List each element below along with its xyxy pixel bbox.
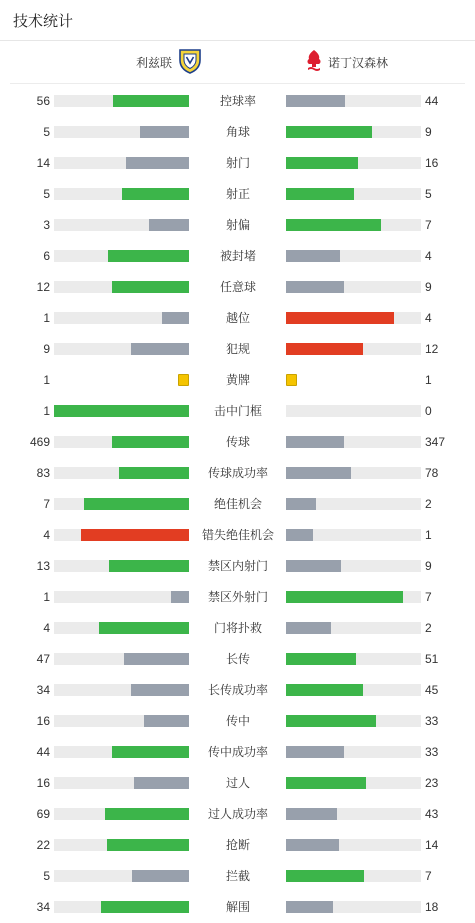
away-value: 33 xyxy=(425,714,439,728)
home-bar-track xyxy=(54,529,189,541)
home-value: 5 xyxy=(43,187,50,201)
home-bar-track xyxy=(54,808,189,820)
home-bar-track xyxy=(54,653,189,665)
away-value: 1 xyxy=(425,373,432,387)
away-bar-fill xyxy=(286,684,363,696)
stat-row xyxy=(0,799,475,830)
stat-row xyxy=(0,272,475,303)
away-bar-fill xyxy=(286,715,376,727)
stat-label: 过人 xyxy=(225,776,250,790)
stat-label: 越位 xyxy=(225,311,250,325)
away-value: 1 xyxy=(425,528,432,542)
away-bar-fill xyxy=(286,374,297,386)
away-bar-track xyxy=(286,529,421,541)
away-bar-track xyxy=(286,901,421,913)
home-bar-track xyxy=(54,374,189,386)
away-value: 33 xyxy=(425,745,439,759)
stat-row xyxy=(0,830,475,861)
away-value: 7 xyxy=(425,218,432,232)
away-value: 16 xyxy=(425,156,439,170)
home-value: 5 xyxy=(43,125,50,139)
home-bar-fill xyxy=(108,250,189,262)
stat-label: 拦截 xyxy=(225,869,250,883)
home-bar-fill xyxy=(171,591,189,603)
stat-label: 传球 xyxy=(225,435,250,449)
home-bar-fill xyxy=(122,188,190,200)
home-value: 13 xyxy=(36,559,50,573)
home-bar-track xyxy=(54,281,189,293)
stat-label: 射偏 xyxy=(225,218,250,232)
away-bar-fill xyxy=(286,219,381,231)
home-bar-track xyxy=(54,839,189,851)
stat-label: 长传 xyxy=(225,652,250,666)
away-bar-track xyxy=(286,374,421,386)
stat-row xyxy=(0,241,475,272)
home-bar-fill xyxy=(112,281,189,293)
away-bar-fill xyxy=(286,839,339,851)
home-value: 469 xyxy=(29,435,50,449)
away-bar-track xyxy=(286,95,421,107)
home-value: 22 xyxy=(36,838,50,852)
home-value: 69 xyxy=(36,807,50,821)
home-bar-fill xyxy=(149,219,190,231)
away-value: 9 xyxy=(425,125,432,139)
away-value: 4 xyxy=(425,249,432,263)
away-bar-track xyxy=(286,312,421,324)
home-bar-fill xyxy=(99,622,189,634)
home-bar-track xyxy=(54,715,189,727)
stat-row xyxy=(0,706,475,737)
away-value: 347 xyxy=(425,435,446,449)
stat-label: 射门 xyxy=(225,156,250,170)
away-bar-track xyxy=(286,591,421,603)
stat-label: 犯规 xyxy=(225,342,250,356)
away-team[interactable] xyxy=(306,49,388,76)
stat-row xyxy=(0,861,475,892)
stat-label: 控球率 xyxy=(219,94,256,108)
home-bar-fill xyxy=(132,870,189,882)
section-title: 技术统计 xyxy=(13,12,74,30)
home-value: 7 xyxy=(43,497,50,511)
away-value: 78 xyxy=(425,466,439,480)
home-bar-track xyxy=(54,746,189,758)
stat-row xyxy=(0,117,475,148)
home-value: 6 xyxy=(43,249,50,263)
home-bar-fill xyxy=(112,746,189,758)
home-value: 56 xyxy=(36,94,50,108)
away-value: 2 xyxy=(425,621,432,635)
home-value: 9 xyxy=(43,342,50,356)
away-value: 14 xyxy=(425,838,439,852)
away-bar-fill xyxy=(286,870,364,882)
away-bar-fill xyxy=(286,343,363,355)
away-bar-track xyxy=(286,746,421,758)
away-value: 44 xyxy=(425,94,439,108)
away-value: 45 xyxy=(425,683,439,697)
away-bar-fill xyxy=(286,653,356,665)
stat-label: 禁区内射门 xyxy=(207,559,268,573)
home-bar-fill xyxy=(81,529,189,541)
away-bar-fill xyxy=(286,498,316,510)
home-value: 16 xyxy=(36,714,50,728)
stat-label: 抢断 xyxy=(225,838,250,852)
stat-row xyxy=(0,644,475,675)
stat-label: 传中 xyxy=(225,714,250,728)
home-bar-fill xyxy=(107,839,189,851)
away-bar-fill xyxy=(286,281,344,293)
home-bar-fill xyxy=(124,653,189,665)
home-bar-fill xyxy=(144,715,189,727)
home-value: 14 xyxy=(36,156,50,170)
stat-row xyxy=(0,613,475,644)
stat-row xyxy=(0,334,475,365)
away-bar-track xyxy=(286,343,421,355)
home-bar-track xyxy=(54,343,189,355)
away-bar-track xyxy=(286,467,421,479)
home-bar-track xyxy=(54,405,189,417)
home-team-name: 利兹联 xyxy=(136,55,173,70)
home-bar-track xyxy=(54,157,189,169)
stat-row xyxy=(0,737,475,768)
home-bar-track xyxy=(54,777,189,789)
home-team[interactable] xyxy=(136,48,202,77)
home-value: 12 xyxy=(36,280,50,294)
away-bar-track xyxy=(286,405,421,417)
leeds-badge-icon xyxy=(178,48,202,77)
away-bar-fill xyxy=(286,312,394,324)
away-value: 9 xyxy=(425,559,432,573)
stat-label: 任意球 xyxy=(219,280,256,294)
home-bar-fill xyxy=(84,498,189,510)
home-bar-fill xyxy=(126,157,189,169)
home-value: 1 xyxy=(43,590,50,604)
away-value: 5 xyxy=(425,187,432,201)
stat-row xyxy=(0,148,475,179)
stat-row xyxy=(0,365,475,396)
home-bar-track xyxy=(54,312,189,324)
away-value: 7 xyxy=(425,590,432,604)
away-bar-track xyxy=(286,653,421,665)
home-value: 47 xyxy=(36,652,50,666)
home-bar-track xyxy=(54,219,189,231)
home-bar-fill xyxy=(101,901,189,913)
home-value: 3 xyxy=(43,218,50,232)
stat-label: 黄牌 xyxy=(225,373,250,387)
stat-row xyxy=(0,396,475,427)
away-bar-fill xyxy=(286,436,344,448)
away-bar-track xyxy=(286,436,421,448)
stat-row xyxy=(0,892,475,923)
home-value: 5 xyxy=(43,869,50,883)
stat-label: 解围 xyxy=(225,900,250,914)
stat-row xyxy=(0,427,475,458)
stat-row xyxy=(0,210,475,241)
teams-bar xyxy=(10,41,465,84)
stat-label: 击中门框 xyxy=(213,404,262,418)
stat-label: 被封堵 xyxy=(219,249,256,263)
away-bar-track xyxy=(286,126,421,138)
home-bar-fill xyxy=(131,684,189,696)
stat-row xyxy=(0,551,475,582)
away-bar-track xyxy=(286,808,421,820)
away-bar-track xyxy=(286,188,421,200)
home-bar-fill xyxy=(134,777,189,789)
away-bar-fill xyxy=(286,95,345,107)
away-bar-fill xyxy=(286,529,313,541)
home-bar-track xyxy=(54,95,189,107)
home-bar-fill xyxy=(54,405,189,417)
away-bar-fill xyxy=(286,746,344,758)
away-bar-fill xyxy=(286,591,403,603)
away-bar-track xyxy=(286,684,421,696)
nottingham-forest-badge-icon xyxy=(306,49,322,76)
away-value: 23 xyxy=(425,776,439,790)
stat-row xyxy=(0,520,475,551)
home-bar-track xyxy=(54,126,189,138)
away-bar-fill xyxy=(286,560,341,572)
stats-list xyxy=(0,86,475,923)
home-bar-track xyxy=(54,467,189,479)
home-value: 4 xyxy=(43,621,50,635)
home-value: 44 xyxy=(36,745,50,759)
stat-row xyxy=(0,179,475,210)
stat-label: 绝佳机会 xyxy=(213,497,262,511)
away-bar-fill xyxy=(286,808,337,820)
home-bar-fill xyxy=(109,560,189,572)
home-value: 1 xyxy=(43,311,50,325)
away-bar-track xyxy=(286,560,421,572)
away-value: 7 xyxy=(425,869,432,883)
home-bar-track xyxy=(54,684,189,696)
away-bar-track xyxy=(286,622,421,634)
stat-row xyxy=(0,768,475,799)
away-bar-track xyxy=(286,281,421,293)
away-bar-fill xyxy=(286,777,366,789)
home-value: 34 xyxy=(36,683,50,697)
home-bar-track xyxy=(54,188,189,200)
stat-label: 过人成功率 xyxy=(207,807,268,821)
stat-label: 传球成功率 xyxy=(207,466,268,480)
stat-label: 射正 xyxy=(225,187,250,201)
away-bar-track xyxy=(286,498,421,510)
away-bar-fill xyxy=(286,901,333,913)
home-bar-track xyxy=(54,250,189,262)
stat-label: 禁区外射门 xyxy=(207,590,268,604)
stat-row xyxy=(0,489,475,520)
home-bar-track xyxy=(54,591,189,603)
home-bar-fill xyxy=(112,436,189,448)
away-bar-fill xyxy=(286,157,358,169)
home-value: 1 xyxy=(43,404,50,418)
stat-label: 长传成功率 xyxy=(207,683,268,697)
home-bar-fill xyxy=(105,808,189,820)
stat-row xyxy=(0,458,475,489)
away-bar-track xyxy=(286,777,421,789)
home-bar-track xyxy=(54,622,189,634)
home-bar-fill xyxy=(162,312,189,324)
home-bar-track xyxy=(54,560,189,572)
home-bar-track xyxy=(54,870,189,882)
away-bar-fill xyxy=(286,622,331,634)
away-bar-track xyxy=(286,870,421,882)
home-bar-track xyxy=(54,436,189,448)
away-bar-fill xyxy=(286,250,340,262)
home-value: 16 xyxy=(36,776,50,790)
away-bar-track xyxy=(286,715,421,727)
home-bar-track xyxy=(54,498,189,510)
stat-row xyxy=(0,303,475,334)
home-bar-fill xyxy=(113,95,189,107)
away-value: 2 xyxy=(425,497,432,511)
away-team-name: 诺丁汉森林 xyxy=(328,55,389,70)
home-bar-fill xyxy=(178,374,189,386)
stat-label: 门将扑救 xyxy=(213,621,262,635)
home-value: 1 xyxy=(43,373,50,387)
away-value: 18 xyxy=(425,900,439,914)
away-value: 51 xyxy=(425,652,439,666)
away-bar-fill xyxy=(286,126,372,138)
home-bar-fill xyxy=(140,126,189,138)
away-bar-fill xyxy=(286,188,354,200)
away-value: 4 xyxy=(425,311,432,325)
home-bar-fill xyxy=(119,467,189,479)
away-value: 9 xyxy=(425,280,432,294)
home-bar-track xyxy=(54,901,189,913)
away-value: 12 xyxy=(425,342,439,356)
away-value: 43 xyxy=(425,807,439,821)
home-value: 4 xyxy=(43,528,50,542)
stat-label: 错失绝佳机会 xyxy=(201,528,274,542)
stat-row xyxy=(0,86,475,117)
away-bar-track xyxy=(286,157,421,169)
section-header xyxy=(0,0,475,41)
stat-row xyxy=(0,675,475,706)
stat-label: 传中成功率 xyxy=(207,745,268,759)
away-value: 0 xyxy=(425,404,432,418)
stat-row xyxy=(0,582,475,613)
home-bar-fill xyxy=(131,343,189,355)
away-bar-track xyxy=(286,250,421,262)
stat-label: 角球 xyxy=(225,125,250,139)
home-value: 34 xyxy=(36,900,50,914)
away-bar-fill xyxy=(286,467,351,479)
away-bar-track xyxy=(286,219,421,231)
away-bar-track xyxy=(286,839,421,851)
home-value: 83 xyxy=(36,466,50,480)
